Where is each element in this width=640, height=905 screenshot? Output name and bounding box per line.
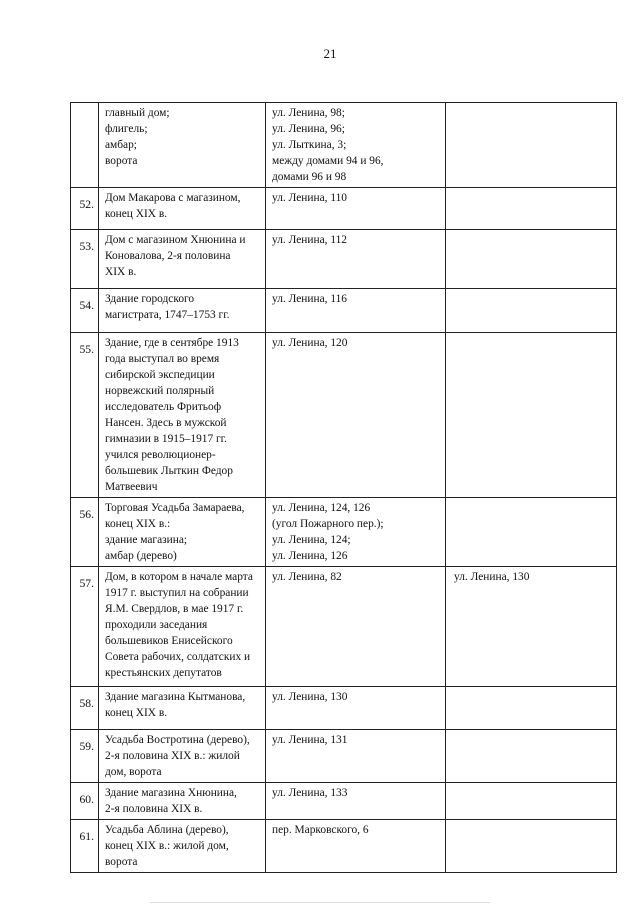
object-address: ул. Ленина, 120 — [266, 333, 446, 498]
table-row — [71, 567, 617, 687]
table-row — [71, 188, 617, 230]
row-number: 60. — [71, 783, 99, 820]
row-number: 57. — [71, 567, 99, 687]
row-number: 59. — [71, 730, 99, 783]
row-number: 52. — [71, 188, 99, 230]
page-number: 21 — [323, 46, 337, 61]
object-name: Дом, в котором в начале марта 1917 г. выступил на собрании Я.М. Свердлов, в мае 1917 г. проходили заседания большевиков Енисейского Совета рабочих, солдатских и крестьянских депутатов — [99, 567, 266, 687]
object-extra — [446, 289, 617, 333]
object-name: Здание городского магистрата, 1747–1753 гг. — [99, 289, 266, 333]
object-extra — [446, 687, 617, 730]
row-number: 61. — [71, 820, 99, 873]
table-row — [71, 820, 617, 873]
object-name: Здание, где в сентябре 1913 года выступал во время сибирской экспедиции норвежский полярный исследователь Фритьоф Нансен. Здесь в мужской гимназии в 1915–1917 гг. учился революционер- большевик Лыткин Федор Матвеевич — [99, 333, 266, 498]
object-address: пер. Марковского, 6 — [266, 820, 446, 873]
object-extra: ул. Ленина, 130 — [446, 567, 617, 687]
object-address: ул. Ленина, 110 — [266, 188, 446, 230]
object-extra — [446, 188, 617, 230]
object-name: Здание магазина Кытманова, конец XIX в. — [99, 687, 266, 730]
object-extra — [446, 498, 617, 567]
row-number: 54. — [71, 289, 99, 333]
table-row — [71, 687, 617, 730]
table-row — [71, 730, 617, 783]
object-address: ул. Ленина, 116 — [266, 289, 446, 333]
row-number: 58. — [71, 687, 99, 730]
object-name: Усадьба Аблина (дерево), конец XIX в.: жилой дом, ворота — [99, 820, 266, 873]
object-address: ул. Ленина, 133 — [266, 783, 446, 820]
table-row — [71, 230, 617, 289]
object-address: ул. Ленина, 131 — [266, 730, 446, 783]
row-number: 53. — [71, 230, 99, 289]
table-row — [71, 289, 617, 333]
table-row — [71, 783, 617, 820]
object-extra — [446, 730, 617, 783]
object-address: ул. Ленина, 112 — [266, 230, 446, 289]
object-name: Здание магазина Хнюнина, 2-я половина XIX в. — [99, 783, 266, 820]
table-row — [71, 103, 617, 188]
table-row — [71, 333, 617, 498]
object-name: Дом Макарова с магазином, конец XIX в. — [99, 188, 266, 230]
heritage-registry-table — [70, 102, 617, 873]
table-row — [71, 498, 617, 567]
row-number: 55. — [71, 333, 99, 498]
object-name: Усадьба Востротина (дерево), 2-я половина XIX в.: жилой дом, ворота — [99, 730, 266, 783]
object-address: ул. Ленина, 130 — [266, 687, 446, 730]
page-bottom-rule — [150, 902, 490, 903]
object-name: Дом с магазином Хнюнина и Коновалова, 2-я половина XIX в. — [99, 230, 266, 289]
object-extra — [446, 103, 617, 188]
object-address: ул. Ленина, 98; ул. Ленина, 96; ул. Лыткина, 3; между домами 94 и 96, домами 96 и 98 — [266, 103, 446, 188]
object-extra — [446, 783, 617, 820]
row-number: 56. — [71, 498, 99, 567]
object-name: главный дом; флигель; амбар; ворота — [99, 103, 266, 188]
object-extra — [446, 230, 617, 289]
object-address: ул. Ленина, 82 — [266, 567, 446, 687]
object-extra — [446, 333, 617, 498]
object-extra — [446, 820, 617, 873]
object-name: Торговая Усадьба Замараева, конец XIX в.: здание магазина; амбар (дерево) — [99, 498, 266, 567]
object-address: ул. Ленина, 124, 126 (угол Пожарного пер.); ул. Ленина, 124; ул. Ленина, 126 — [266, 498, 446, 567]
row-number — [71, 103, 99, 188]
